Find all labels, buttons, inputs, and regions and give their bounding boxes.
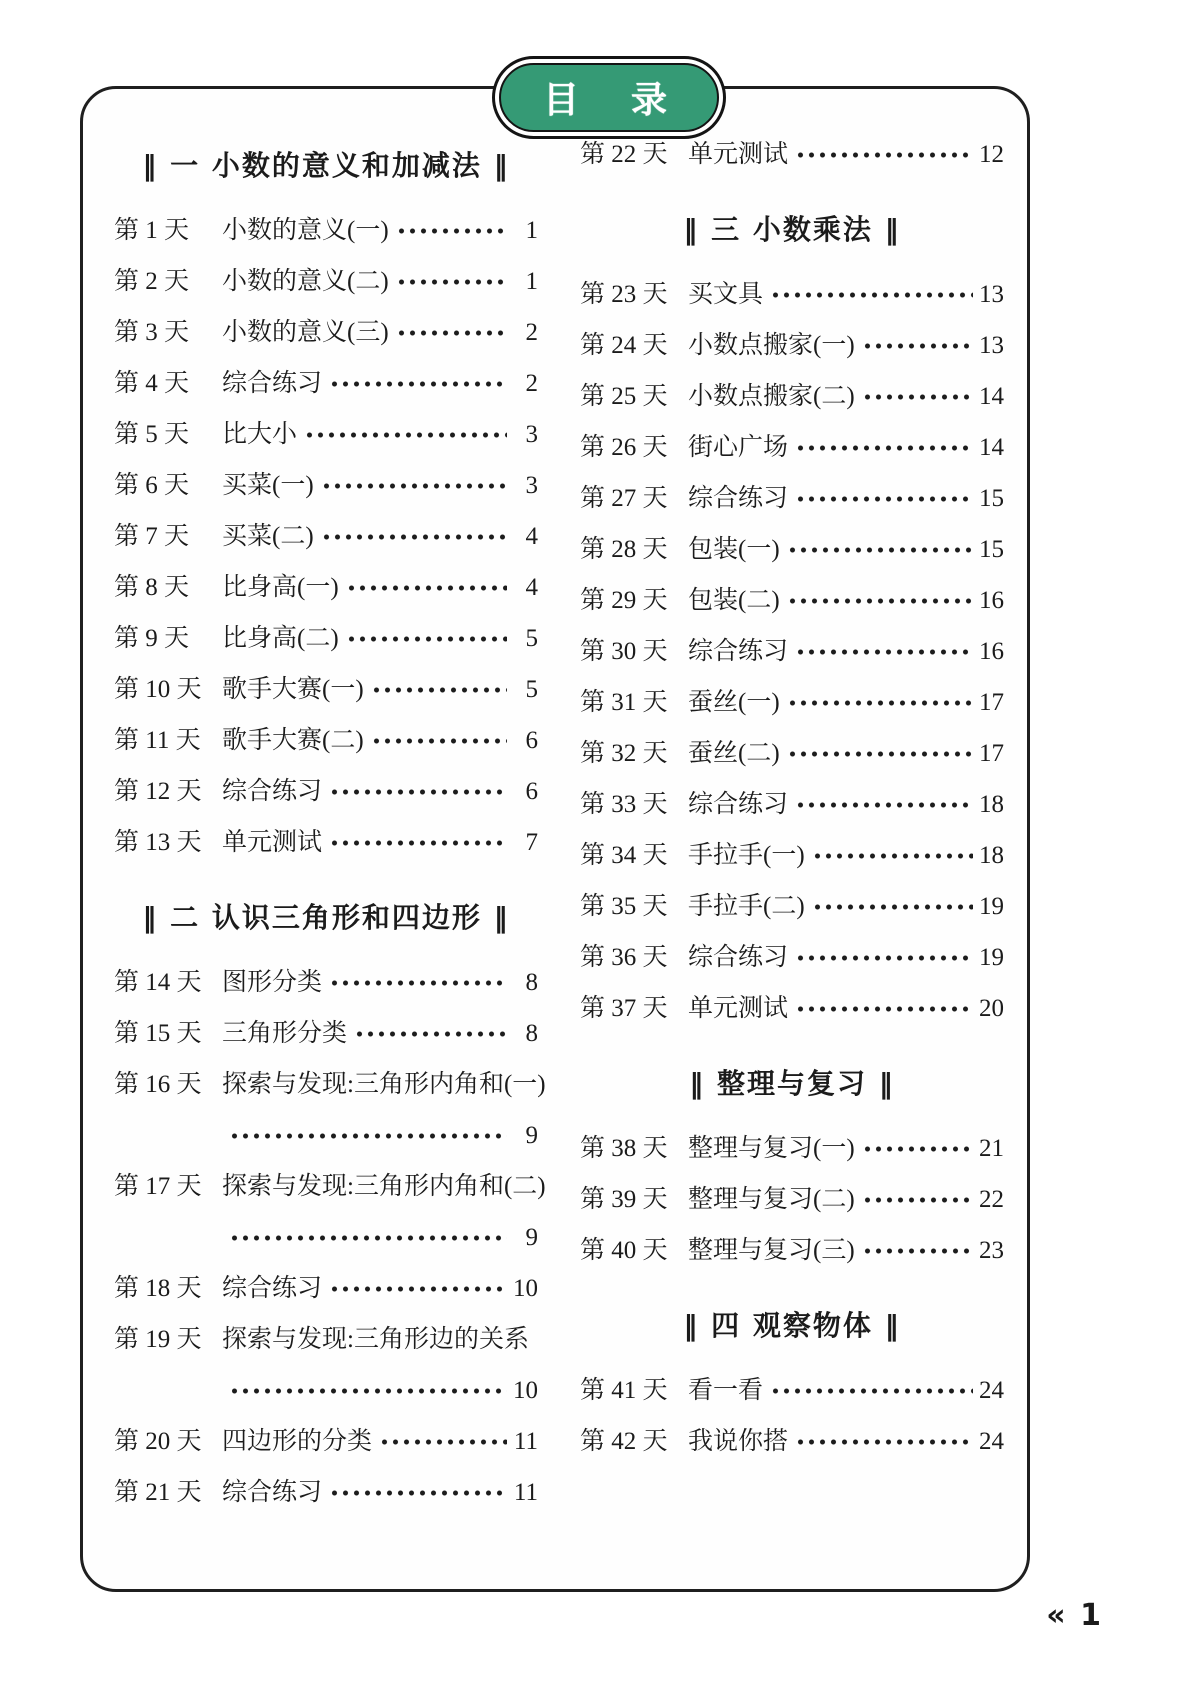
dotted-leader: [787, 700, 973, 706]
toc-entry: [114, 369, 538, 399]
toc-entry-page: 13: [979, 281, 1004, 308]
toc-entry: [114, 968, 538, 998]
toc-entry-line: [114, 1427, 538, 1457]
toc-entry: [114, 522, 538, 552]
toc-entry-page: 8: [525, 969, 538, 996]
toc-entry-line: [114, 624, 538, 654]
toc-entry-line: [580, 739, 1004, 769]
toc-entry-day: 第 14 天: [114, 969, 202, 996]
toc-entry-line: [580, 994, 1004, 1024]
toc-entry-line: [580, 637, 1004, 667]
toc-entry-day: 第 11 天: [114, 727, 201, 754]
dotted-leader: [795, 152, 973, 158]
toc-entry-page: 21: [979, 1135, 1004, 1162]
toc-entry-page: 14: [979, 383, 1004, 410]
dotted-leader: [379, 1439, 507, 1445]
toc-entry-page: 6: [525, 778, 538, 805]
toc-entry-title: 买菜(一): [222, 472, 314, 499]
toc-entry-day: 第 3 天: [114, 319, 190, 346]
toc-entry: [580, 382, 1004, 412]
toc-entry-day: 第 26 天: [580, 434, 668, 461]
section-heading: ‖ 三 小数乘法 ‖: [683, 213, 901, 246]
toc-entry-page: 6: [525, 727, 538, 754]
toc-entry-day: 第 19 天: [114, 1326, 202, 1353]
dotted-leader: [862, 1197, 973, 1203]
toc-entry-day: 第 38 天: [580, 1135, 668, 1162]
toc-entry: [114, 471, 538, 501]
toc-entry-day: 第 39 天: [580, 1186, 668, 1213]
toc-entry-title: 探索与发现:三角形内角和(一): [222, 1071, 546, 1098]
toc-entry-title: 探索与发现:三角形内角和(二): [222, 1173, 546, 1200]
dotted-leader: [396, 279, 507, 285]
toc-entry-title: 单元测试: [688, 995, 789, 1022]
dotted-leader: [304, 432, 507, 438]
toc-entry: [114, 1478, 538, 1508]
toc-entry: [114, 828, 538, 858]
toc-entry-title: 探索与发现:三角形边的关系: [222, 1326, 529, 1353]
toc-entry-title: 小数的意义(一): [222, 217, 389, 244]
toc-entry-page: 19: [979, 893, 1004, 920]
toc-entry-page: 10: [513, 1377, 538, 1404]
section-heading: ‖ 整理与复习 ‖: [689, 1067, 895, 1100]
toc-entry-title: 比身高(一): [222, 574, 339, 601]
toc-entry-line: [580, 535, 1004, 565]
toc-entry-page: 22: [979, 1186, 1004, 1213]
dotted-leader: [795, 955, 973, 961]
toc-entry: [580, 739, 1004, 769]
toc-entry-page: 9: [525, 1122, 538, 1149]
dotted-leader: [795, 802, 973, 808]
dotted-leader: [862, 394, 973, 400]
toc-entry-page: 10: [513, 1275, 538, 1302]
toc-entry-day: 第 27 天: [580, 485, 668, 512]
toc-entry-page: 16: [979, 587, 1004, 614]
toc-entry: [114, 1019, 538, 1049]
toc-entry-title: 小数的意义(二): [222, 268, 389, 295]
toc-entry-day: 第 17 天: [114, 1173, 202, 1200]
toc-entry-line: [114, 573, 538, 603]
toc-entry: [580, 994, 1004, 1024]
toc-entry-day: 第 24 天: [580, 332, 668, 359]
toc-entry-line: [114, 675, 538, 705]
toc-entry-continuation: [114, 1376, 538, 1406]
toc-entry: [580, 1236, 1004, 1266]
toc-entry-day: 第 34 天: [580, 842, 668, 869]
toc-entry-page: 2: [525, 319, 538, 346]
toc-entry-line: [580, 892, 1004, 922]
toc-entry-line: [114, 420, 538, 450]
toc-entry-title: 蚕丝(二): [688, 740, 780, 767]
toc-entry-line: [580, 1134, 1004, 1164]
toc-entry-line: [114, 522, 538, 552]
toc-entry-title: 综合练习: [688, 944, 789, 971]
toc-entry: [580, 943, 1004, 973]
toc-entry-line: [580, 1185, 1004, 1215]
dotted-leader: [329, 980, 507, 986]
dotted-leader: [812, 853, 973, 859]
toc-entry-page: 3: [525, 472, 538, 499]
toc-entry-day: 第 4 天: [114, 370, 190, 397]
toc-entry-day: 第 41 天: [580, 1377, 668, 1404]
toc-entry-page: 24: [979, 1428, 1004, 1455]
section-heading: ‖ 一 小数的意义和加减法 ‖: [142, 149, 510, 182]
toc-entry-page: 12: [979, 141, 1004, 168]
toc-entry: [580, 1427, 1004, 1457]
banner-outer-ring: [492, 56, 726, 139]
toc-entry: [114, 1070, 546, 1151]
toc-entry-page: 11: [513, 1479, 538, 1506]
dotted-leader: [229, 1235, 507, 1241]
toc-entry: [580, 1376, 1004, 1406]
toc-entry-day: 第 12 天: [114, 778, 202, 805]
dotted-leader: [346, 636, 507, 642]
toc-entry-title: 比大小: [222, 421, 298, 448]
dotted-leader: [795, 649, 973, 655]
toc-entry: [580, 331, 1004, 361]
dotted-leader: [862, 343, 973, 349]
toc-entry: [114, 573, 538, 603]
toc-entry-title: 综合练习: [222, 370, 323, 397]
toc-entry-line: [114, 1274, 538, 1304]
toc-entry-title: 小数点搬家(一): [688, 332, 855, 359]
toc-entry: [580, 535, 1004, 565]
toc-entry-title: 手拉手(二): [688, 893, 805, 920]
toc-entry-page: 19: [979, 944, 1004, 971]
toc-entry-day: 第 5 天: [114, 421, 190, 448]
toc-entry-title: 买文具: [688, 281, 764, 308]
toc-columns: [80, 86, 1030, 1592]
toc-entry: [114, 216, 538, 246]
toc-entry-continuation: [114, 1223, 538, 1253]
toc-entry: [580, 1185, 1004, 1215]
dotted-leader: [329, 381, 507, 387]
toc-entry-day: 第 25 天: [580, 383, 668, 410]
toc-entry: [114, 1325, 538, 1406]
toc-entry-day: 第 13 天: [114, 829, 202, 856]
toc-entry-line: [580, 382, 1004, 412]
toc-entry-line: [580, 280, 1004, 310]
dotted-leader: [795, 496, 973, 502]
toc-entry: [114, 1172, 546, 1253]
toc-entry-line: [114, 267, 538, 297]
toc-entry-day: 第 37 天: [580, 995, 668, 1022]
toc-entry-day: 第 15 天: [114, 1020, 202, 1047]
toc-entry-title: 综合练习: [688, 791, 789, 818]
toc-entry-page: 18: [979, 791, 1004, 818]
dotted-leader: [321, 534, 507, 540]
toc-column-right: [580, 140, 1004, 1576]
toc-entry: [580, 841, 1004, 871]
dotted-leader: [787, 598, 973, 604]
toc-entry: [580, 688, 1004, 718]
toc-entry-day: 第 42 天: [580, 1428, 668, 1455]
toc-entry-day: 第 33 天: [580, 791, 668, 818]
toc-entry-title: 比身高(二): [222, 625, 339, 652]
toc-entry-page: 15: [979, 485, 1004, 512]
toc-entry-day: 第 29 天: [580, 587, 668, 614]
toc-entry-title: 三角形分类: [222, 1020, 348, 1047]
dotted-leader: [770, 292, 973, 298]
toc-entry-line: [114, 777, 538, 807]
dotted-leader: [812, 904, 973, 910]
dotted-leader: [795, 445, 973, 451]
toc-entry-day: 第 1 天: [114, 217, 190, 244]
toc-entry-page: 1: [525, 217, 538, 244]
section-heading: ‖ 四 观察物体 ‖: [683, 1309, 901, 1342]
toc-entry-day: 第 40 天: [580, 1237, 668, 1264]
dotted-leader: [321, 483, 507, 489]
toc-entry-day: 第 18 天: [114, 1275, 202, 1302]
toc-entry-line: [114, 1070, 546, 1100]
dotted-leader: [396, 228, 507, 234]
page-number-footer: « 1: [1046, 1598, 1103, 1633]
toc-entry: [114, 726, 538, 756]
toc-entry: [580, 586, 1004, 616]
toc-entry-title: 综合练习: [688, 485, 789, 512]
toc-entry-title: 整理与复习(一): [688, 1135, 855, 1162]
toc-entry-title: 看一看: [688, 1377, 764, 1404]
toc-entry-day: 第 2 天: [114, 268, 190, 295]
toc-entry-page: 1: [525, 268, 538, 295]
toc-entry-line: [580, 331, 1004, 361]
toc-entry-day: 第 7 天: [114, 523, 190, 550]
toc-entry-page: 17: [979, 740, 1004, 767]
toc-entry-page: 8: [525, 1020, 538, 1047]
toc-entry-day: 第 16 天: [114, 1071, 202, 1098]
toc-entry-title: 整理与复习(二): [688, 1186, 855, 1213]
toc-entry-page: 3: [525, 421, 538, 448]
toc-entry-title: 歌手大赛(一): [222, 676, 364, 703]
toc-entry-line: [114, 1478, 538, 1508]
toc-entry: [114, 267, 538, 297]
toc-entry-page: 18: [979, 842, 1004, 869]
dotted-leader: [862, 1248, 973, 1254]
toc-entry-line: [114, 828, 538, 858]
dotted-leader: [229, 1388, 507, 1394]
toc-entry-line: [114, 369, 538, 399]
toc-entry-line: [580, 1427, 1004, 1457]
toc-entry: [580, 280, 1004, 310]
toc-entry-title: 我说你搭: [688, 1428, 789, 1455]
dotted-leader: [787, 547, 973, 553]
toc-entry-continuation: [114, 1121, 538, 1151]
dotted-leader: [229, 1133, 507, 1139]
toc-entry: [580, 892, 1004, 922]
toc-entry-page: 20: [979, 995, 1004, 1022]
toc-entry-title: 包装(二): [688, 587, 780, 614]
toc-entry-line: [580, 841, 1004, 871]
toc-entry-page: 13: [979, 332, 1004, 359]
toc-entry: [580, 790, 1004, 820]
toc-entry: [580, 140, 1004, 170]
dotted-leader: [346, 585, 507, 591]
toc-entry: [114, 1427, 538, 1457]
toc-entry: [114, 777, 538, 807]
toc-entry-day: 第 32 天: [580, 740, 668, 767]
toc-entry-title: 单元测试: [688, 141, 789, 168]
dotted-leader: [396, 330, 507, 336]
dotted-leader: [329, 789, 507, 795]
toc-entry-line: [580, 140, 1004, 170]
toc-entry-title: 综合练习: [222, 1275, 323, 1302]
dotted-leader: [371, 687, 507, 693]
dotted-leader: [329, 1286, 507, 1292]
toc-entry-day: 第 10 天: [114, 676, 202, 703]
toc-entry-page: 2: [525, 370, 538, 397]
toc-entry: [114, 318, 538, 348]
dotted-leader: [862, 1146, 973, 1152]
toc-entry-day: 第 23 天: [580, 281, 668, 308]
dotted-leader: [770, 1388, 973, 1394]
toc-entry: [114, 624, 538, 654]
toc-entry-page: 7: [525, 829, 538, 856]
toc-entry: [580, 637, 1004, 667]
toc-entry-line: [580, 688, 1004, 718]
toc-entry-title: 街心广场: [688, 434, 789, 461]
page-title: 目 录: [499, 63, 719, 132]
toc-entry-title: 蚕丝(一): [688, 689, 780, 716]
toc-entry-page: 5: [525, 625, 538, 652]
toc-entry-title: 综合练习: [222, 1479, 323, 1506]
toc-entry-title: 综合练习: [222, 778, 323, 805]
toc-entry-day: 第 6 天: [114, 472, 190, 499]
toc-entry-title: 手拉手(一): [688, 842, 805, 869]
toc-entry-line: [114, 216, 538, 246]
toc-entry-title: 图形分类: [222, 969, 323, 996]
toc-entry-line: [114, 318, 538, 348]
toc-entry-title: 综合练习: [688, 638, 789, 665]
toc-entry-line: [580, 586, 1004, 616]
toc-entry-day: 第 20 天: [114, 1428, 202, 1455]
toc-entry-day: 第 36 天: [580, 944, 668, 971]
toc-entry-title: 买菜(二): [222, 523, 314, 550]
dotted-leader: [329, 1490, 507, 1496]
toc-entry-title: 歌手大赛(二): [222, 727, 364, 754]
dotted-leader: [795, 1439, 973, 1445]
toc-entry-line: [114, 471, 538, 501]
toc-entry-page: 17: [979, 689, 1004, 716]
toc-banner: [492, 56, 726, 139]
toc-entry-day: 第 22 天: [580, 141, 668, 168]
toc-entry-day: 第 31 天: [580, 689, 668, 716]
toc-entry: [114, 420, 538, 450]
toc-entry-page: 4: [525, 574, 538, 601]
toc-entry-line: [580, 1236, 1004, 1266]
toc-entry-line: [580, 484, 1004, 514]
toc-entry-day: 第 30 天: [580, 638, 668, 665]
toc-entry-line: [580, 1376, 1004, 1406]
toc-entry-day: 第 35 天: [580, 893, 668, 920]
toc-entry-page: 24: [979, 1377, 1004, 1404]
toc-entry-page: 16: [979, 638, 1004, 665]
toc-entry-day: 第 9 天: [114, 625, 190, 652]
toc-entry-line: [114, 1019, 538, 1049]
toc-entry: [580, 484, 1004, 514]
toc-entry: [114, 675, 538, 705]
toc-entry-page: 5: [525, 676, 538, 703]
toc-entry-title: 四边形的分类: [222, 1428, 373, 1455]
toc-entry-page: 23: [979, 1237, 1004, 1264]
toc-entry-day: 第 21 天: [114, 1479, 202, 1506]
dotted-leader: [354, 1031, 507, 1037]
toc-entry-title: 小数点搬家(二): [688, 383, 855, 410]
toc-entry-line: [114, 726, 538, 756]
toc-entry-day: 第 28 天: [580, 536, 668, 563]
section-heading: ‖ 二 认识三角形和四边形 ‖: [142, 901, 510, 934]
toc-entry-line: [580, 943, 1004, 973]
dotted-leader: [787, 751, 973, 757]
toc-entry-line: [114, 1172, 546, 1202]
toc-entry-page: 15: [979, 536, 1004, 563]
toc-entry-line: [580, 433, 1004, 463]
toc-entry-title: 单元测试: [222, 829, 323, 856]
toc-entry-page: 9: [525, 1224, 538, 1251]
toc-column-left: [114, 140, 546, 1576]
toc-entry-page: 14: [979, 434, 1004, 461]
toc-entry-title: 小数的意义(三): [222, 319, 389, 346]
toc-entry: [580, 1134, 1004, 1164]
toc-entry-title: 包装(一): [688, 536, 780, 563]
toc-entry-page: 4: [525, 523, 538, 550]
toc-entry-line: [114, 968, 538, 998]
toc-entry-day: 第 8 天: [114, 574, 190, 601]
toc-entry-line: [580, 790, 1004, 820]
toc-entry-line: [114, 1325, 538, 1355]
dotted-leader: [371, 738, 507, 744]
toc-entry-title: 整理与复习(三): [688, 1237, 855, 1264]
dotted-leader: [329, 840, 507, 846]
toc-entry: [114, 1274, 538, 1304]
toc-entry: [580, 433, 1004, 463]
dotted-leader: [795, 1006, 973, 1012]
toc-entry-page: 11: [513, 1428, 538, 1455]
